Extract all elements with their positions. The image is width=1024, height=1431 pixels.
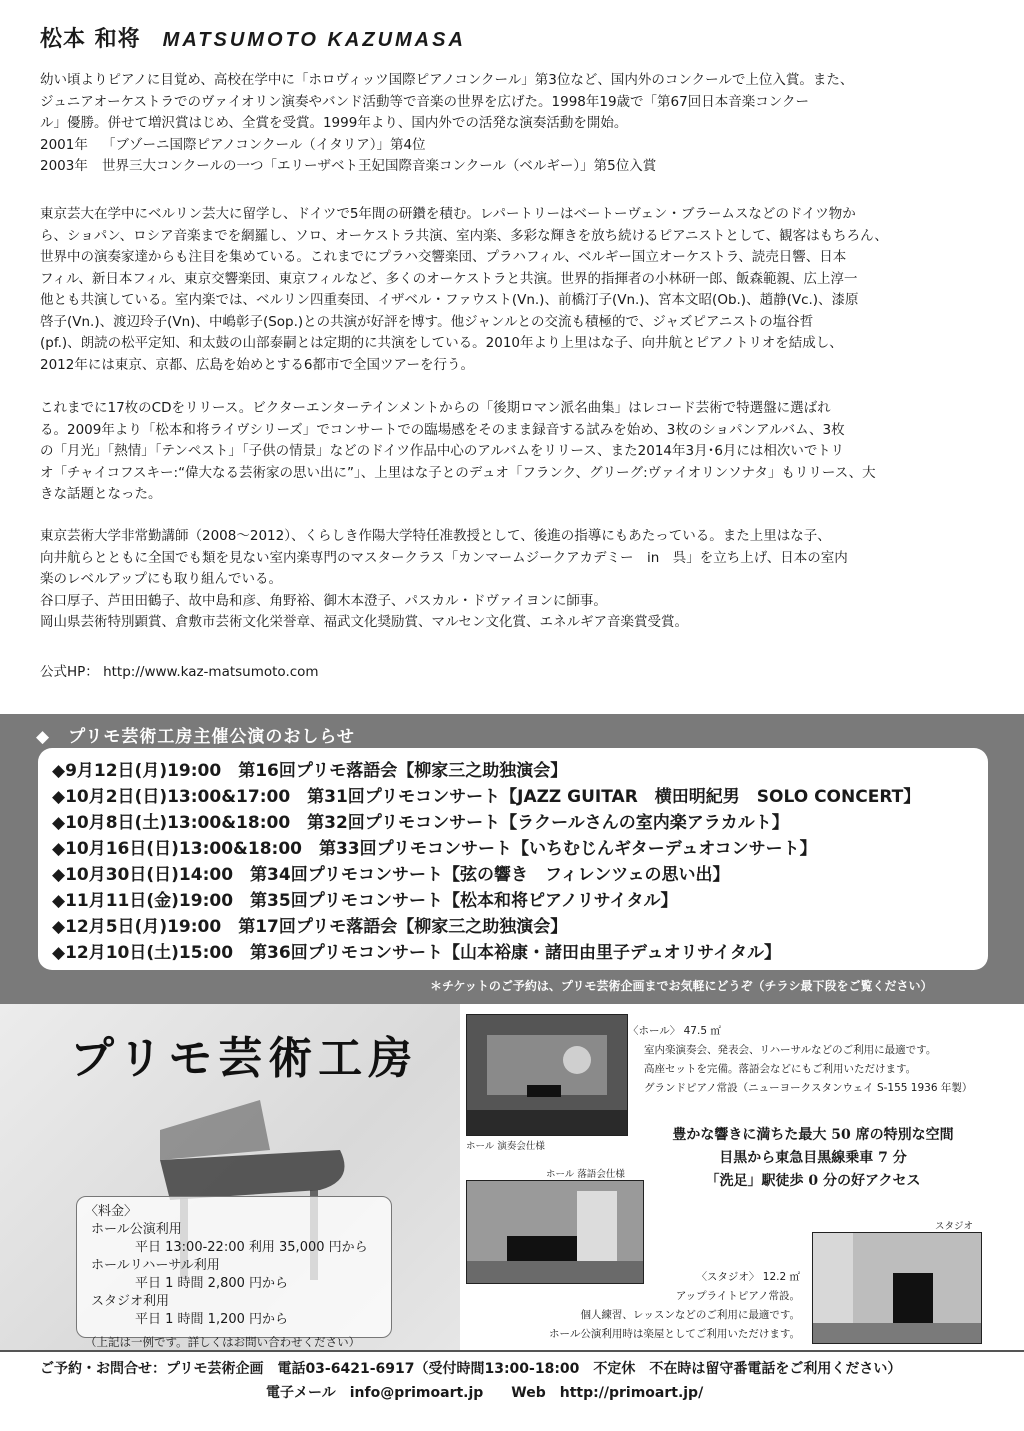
bio-line: これまでに17枚のCDをリリース。ビクターエンターテインメントからの「後期ロマン派名曲集」はレコード芸術で特選盤に選ばれ	[40, 400, 831, 416]
bio-line: ジュニアオーケストラでのヴァイオリン演奏やバンド活動等で音楽の世界を広げた。1998年19歳で「第67回日本音楽コンクー	[40, 93, 809, 110]
bio-line: 啓子(Vn.)、渡辺玲子(Vn)、中嶋彰子(Sop.)との共演が好評を博す。他ジャンルとの交流も積極的で、ジャズピアニストの塩谷哲	[40, 313, 814, 330]
bio-line: 他とも共演している。室内楽では、ベルリン四重奏団、イザベル・ファウスト(Vn.)、前橋汀子(Vn.)、宮本文昭(Ob.)、趙静(Vc.)、漆原	[40, 292, 859, 308]
hall-info-heading: 〈ホール〉 47.5 ㎡	[628, 1025, 721, 1037]
bio-paragraph-3	[40, 398, 988, 506]
event-item: ◆12月10日(土)15:00 第36回プリモコンサート【山本裕康・諸田由里子デュオリサイタル】	[52, 943, 781, 963]
price-box	[76, 1196, 392, 1349]
bio-line: る。2009年より「松本和将ライヴシリーズ」でコンサートでの臨場感をそのまま録音する試みを始め、3枚のショパンアルバム、3枚	[40, 421, 845, 438]
price-hall-rehearsal: ホールリハーサル利用	[91, 1258, 220, 1273]
price-studio-use: スタジオ利用	[91, 1294, 170, 1309]
bio-line: の「月光」「熱情」「テンペスト」「子供の情景」などのドイツ作品中心のアルバムをリリース、また2014年3月･6月には相次いでトリ	[40, 443, 845, 459]
artist-name-en: MATSUMOTO KAZUMASA	[162, 29, 466, 51]
price-hall-use-detail: 平日 13:00-22:00 利用 35,000 円から	[135, 1240, 368, 1255]
bio-line: 世界中の演奏家達からも注目を集めている。これまでにプラハ交響楽団、プラハフィル、ベルギー国立オーケストラ、読売日響、日本	[40, 249, 847, 265]
bio-line: オ「チャイコフスキー:“偉大なる芸術家の思い出に”」、上里はな子とのデュオ「フランク、グリーグ:ヴァイオリンソナタ」もリリース、大	[40, 464, 876, 481]
bio-paragraph-1	[40, 70, 988, 178]
rakugo-photo-caption: ホール 落語会仕様	[546, 1169, 625, 1180]
artist-name-ja: 松本 和将	[40, 27, 141, 52]
event-list	[38, 748, 988, 970]
bio-line: 楽のレベルアップにも取り組んでいる。	[40, 571, 283, 587]
hall-photo-caption: ホール 演奏会仕様	[466, 1141, 545, 1152]
hall-info-line: グランドピアノ常設（ニューヨークスタンウェイ S-155 1936 年製）	[644, 1082, 973, 1094]
hall-concert-photo	[466, 1014, 628, 1136]
studio-photo-caption: スタジオ	[935, 1221, 974, 1232]
studio-info	[530, 1268, 800, 1344]
event-item: ◆10月8日(土)13:00&18:00 第32回プリモコンサート【ラクールさんの室内楽アラカルト】	[52, 813, 789, 833]
price-hall-use: ホール公演利用	[91, 1222, 182, 1237]
tagline-line: 目黒から東急目黒線乗車 7 分	[719, 1150, 907, 1166]
bio-line: ル」優勝。併せて増沢賞はじめ、全賞を受賞。1999年より、国内外での活発な演奏活動を開始。	[40, 115, 628, 131]
contact-line: ご予約・お問合せ：プリモ芸術企画 電話03-6421-6917（受付時間13:00-18:00 不定休 不在時は留守番電話をご利用ください）	[40, 1361, 902, 1377]
bio-line: フィル、新日本フィル、東京交響楽団、東京フィルなど、多くのオーケストラと共演。世界的指揮者の小林研一郎、飯森範親、広上淳一	[40, 270, 858, 287]
bio-line: 幼い頃よりピアノに目覚め、高校在学中に「ホロヴィッツ国際ピアノコンクール」第3位など、国内外のコンクールで上位入賞。また、	[40, 72, 854, 88]
artist-name	[40, 22, 466, 53]
price-heading: 〈料金〉	[85, 1204, 138, 1219]
bio-line: 岡山県芸術特別顕賞、倉敷市芸術文化栄誉章、福武文化奨励賞、マルセン文化賞、エネルギア音楽賞受賞。	[40, 614, 688, 630]
ticket-note: ＊チケットのご予約は、プリモ芸術企画までお気軽にどうぞ（チラシ最下段をご覧ください）	[430, 979, 933, 993]
official-homepage	[40, 662, 988, 684]
bio-line: きな話題となった。	[40, 486, 162, 502]
event-item: ◆10月16日(日)13:00&18:00 第33回プリモコンサート【いちむじんギターデュオコンサート】	[52, 839, 817, 859]
history-year: 2003年	[40, 158, 88, 174]
venue-tagline	[648, 1124, 978, 1193]
history-item	[40, 156, 988, 178]
history-year: 2001年	[40, 136, 88, 153]
studio-photo	[812, 1232, 982, 1344]
price-studio-use-detail: 平日 1 時間 1,200 円から	[135, 1312, 289, 1327]
email-web-line[interactable]: 電子メール info@primoart.jp Web http://primoart.jp/	[266, 1385, 704, 1401]
announcement-title: ◆ プリモ芸術工房主催公演のおしらせ	[36, 727, 355, 747]
tagline-line: 豊かな響きに満ちた最大 50 席の特別な空間	[672, 1127, 954, 1143]
studio-info-line: 個人練習、レッスンなどのご利用に最適です。	[580, 1309, 800, 1321]
studio-info-heading: 〈スタジオ〉 12.2 ㎡	[696, 1271, 800, 1283]
event-item: ◆11月11日(金)19:00 第35回プリモコンサート【松本和将ピアノリサイタル】	[52, 891, 678, 911]
event-item: ◆10月2日(日)13:00&17:00 第31回プリモコンサート【JAZZ GUITAR 横田明紀男 SOLO CONCERT】	[52, 787, 921, 807]
event-item: ◆12月5日(月)19:00 第17回プリモ落語会【柳家三之助独演会】	[52, 917, 568, 937]
bio-line: (pf.)、朗読の松平定知、和太鼓の山部泰嗣とは定期的に共演をしている。2010年より上里はな子、向井航とピアノトリオを結成し、	[40, 335, 843, 351]
bio-paragraph-4	[40, 526, 988, 634]
bio-paragraph-2	[40, 204, 988, 376]
studio-info-line: ホール公演利用時は楽屋としてご利用いただけます。	[549, 1328, 800, 1340]
price-hall-rehearsal-detail: 平日 1 時間 2,800 円から	[135, 1276, 289, 1291]
tagline-line: 「洗足」駅徒歩 0 分の好アクセス	[705, 1173, 921, 1189]
bio-line: 東京芸術大学非常勤講師（2008～2012）、くらしき作陽大学特任准教授として、後進の指導にもあたっている。また上里はな子、	[40, 528, 831, 544]
hall-info-line: 高座セットを完備。落語会などにもご利用いただけます。	[644, 1063, 917, 1075]
bio-line: 谷口厚子、芦田田鶴子、故中島和彦、角野裕、御木本澄子、パスカル・ドヴァイヨンに師事。	[40, 592, 607, 609]
price-note: （上記は一例です。詳しくはお問い合わせください）	[85, 1335, 361, 1349]
bio-line: 向井航らとともに全国でも類を見ない室内楽専門のマスタークラス「カンマームジークアカデミー in 呉」を立ち上げ、日本の室内	[40, 549, 848, 566]
event-item: ◆9月12日(月)19:00 第16回プリモ落語会【柳家三之助独演会】	[52, 761, 568, 781]
history-item	[40, 135, 988, 157]
homepage-link[interactable]: 公式HP： http://www.kaz-matsumoto.com	[40, 664, 319, 680]
history-text: 「ブゾーニ国際ピアノコンクール（イタリア）」第4位	[102, 136, 426, 153]
bio-line: 東京芸大在学中にベルリン芸大に留学し、ドイツで5年間の研鑽を積む。レパートリーはベートーヴェン・ブラームスなどのドイツ物か	[40, 206, 856, 222]
bio-line: ら、ショパン、ロシア音楽までを網羅し、ソロ、オーケストラ共演、室内楽、多彩な輝きを放ち続けるピアニストとして、観客はもちろん、	[40, 227, 888, 244]
hall-info-line: 室内楽演奏会、発表会、リハーサルなどのご利用に最適です。	[644, 1044, 937, 1056]
history-text: 世界三大コンクールの一つ「エリーザベト王妃国際音楽コンクール（ベルギー）」第5位入賞	[102, 158, 657, 174]
event-item: ◆10月30日(日)14:00 第34回プリモコンサート【弦の響き フィレンツェの思い出】	[52, 865, 730, 885]
footer-divider	[0, 1350, 1024, 1352]
hall-info	[628, 1022, 972, 1098]
bio-line: 2012年には東京、京都、広島を始めとする6都市で全国ツアーを行う。	[40, 356, 475, 373]
studio-info-line: アップライトピアノ常設。	[675, 1290, 800, 1302]
venue-logo: プリモ芸術工房	[70, 1033, 419, 1084]
